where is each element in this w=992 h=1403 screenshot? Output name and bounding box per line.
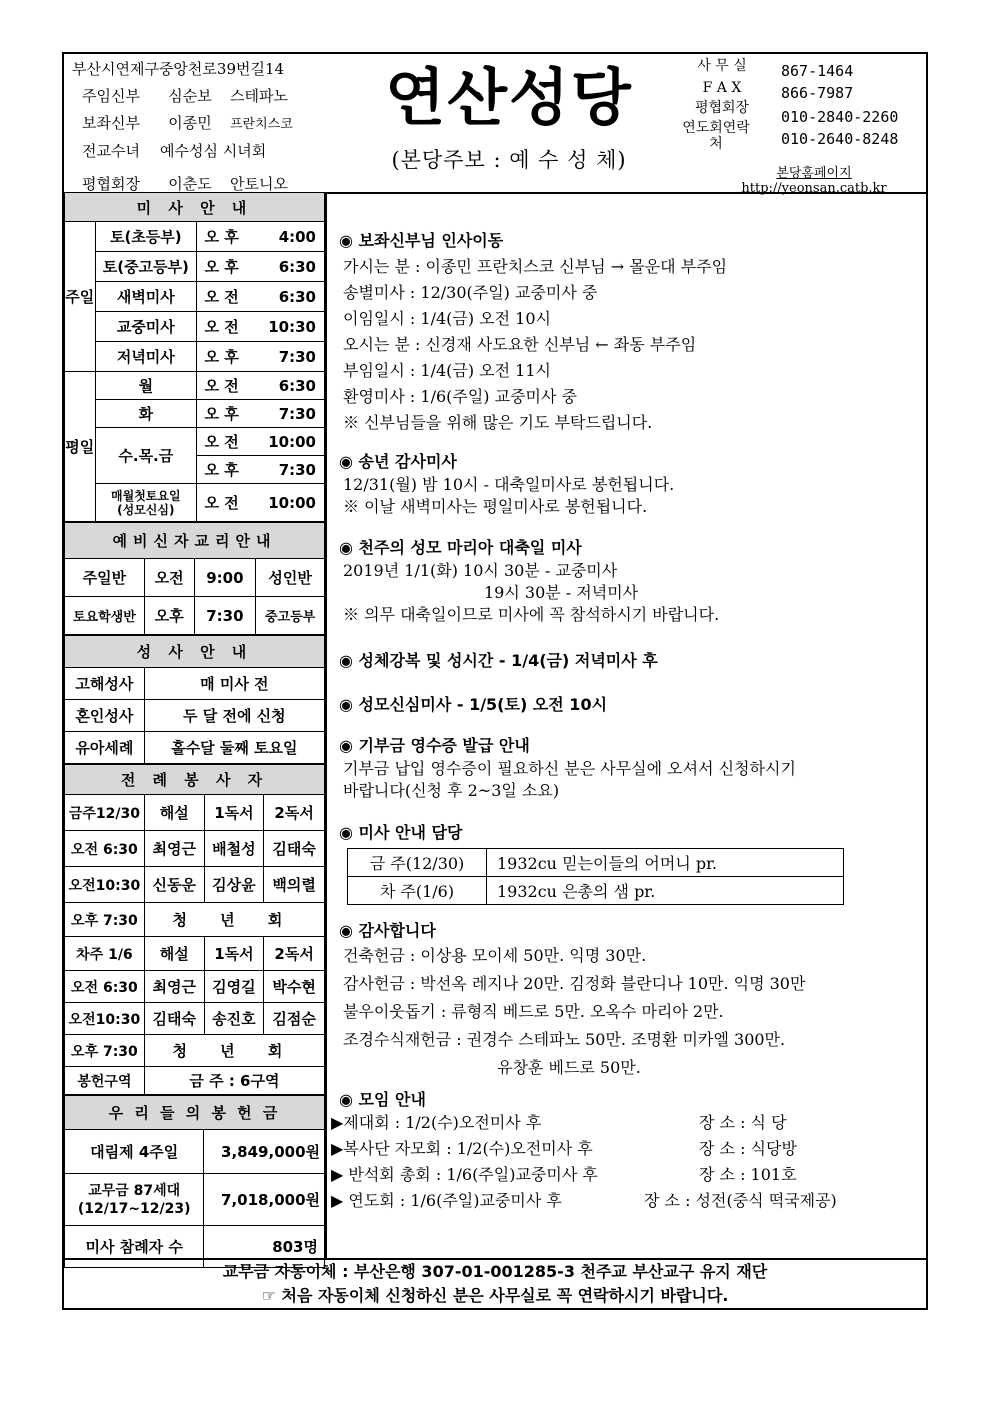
homepage-link[interactable]: http://yeonsan.catb.kr [741, 181, 887, 196]
staff-row: 보좌신부 이종민 프란치스코 [82, 114, 293, 132]
section-title: 전 례 봉 사 자 [65, 765, 325, 795]
parish-address: 부산시연제구중앙천로39번길14 [72, 60, 285, 78]
notice-year-end-mass: ◉ 송년 감사미사 12/31(월) 밤 10시 - 대축일미사로 봉헌됩니다. ※ 이날 새벽미사는 평일미사로 봉헌됩니다. [339, 452, 675, 516]
staff-row: 평협회장 이춘도 안토니오 [82, 175, 288, 193]
section-title: 우 리 들 의 봉 헌 금 [65, 1096, 325, 1130]
bulletin-footer [64, 1258, 926, 1312]
auto-transfer-info: 교무금 자동이체 : 부산은행 307-01-001285-3 천주교 부산교구 유지 재단 [222, 1262, 768, 1281]
meeting-row: ▶복사단 자모회 : 1/2(수)오전미사 후 장 소 : 식당방 [331, 1139, 797, 1158]
mass-guide-duty-table [347, 848, 844, 905]
section-title: 예비신자교리안내 [65, 523, 325, 559]
meeting-row: ▶제대회 : 1/2(수)오전미사 후 장 소 : 식 당 [331, 1113, 787, 1132]
weekday-label: 평일 [65, 372, 96, 522]
notice-donation-receipt: ◉ 기부금 영수증 발급 안내 기부금 납입 영수증이 필요하신 분은 사무실에 오셔서 신청하시기 바랍니다(신청 후 2~3일 소요) [339, 736, 796, 800]
table-row: 차 주(1/6) 1932cu 은총의 샘 pr. [348, 877, 844, 905]
notices-column [327, 192, 926, 1258]
sacraments-table: 성 사 안 내 고해성사 매 미사 전 혼인성사 두 달 전에 신청 유아세례 홀수달 둘째 토요일 [64, 635, 325, 764]
notice-mass-guide-title: ◉ 미사 안내 담당 [339, 823, 463, 842]
notice-meetings: ◉ 모임 안내 ▶제대회 : 1/2(수)오전미사 후 장 소 : 식 당 ▶복사단 자모회 : 1/2(수)오전미사 후 장 소 : 식당방 ▶ 반석회 총회 : 1/6(주일)교중미사 후 장 소 : 101호 ▶ 연도회 : 1/6(주일)교중미사 후 장 소 : 성전(중식 떡국제공) [339, 1090, 919, 1214]
offerings-table: 우 리 들 의 봉 헌 금 대림제 4주일 3,849,000원 교무금 87세대 (12/17~12/23) 7,018,000원 미사 참례자 수 803명 [64, 1095, 325, 1268]
notice-thanks: ◉ 감사합니다 건축헌금 : 이상용 모이세 50만. 익명 30만. 감사헌금 : 박선옥 레지나 20만. 김정화 블란디나 10만. 익명 30만 불우이웃돕기 : 류형직 베드로 5만. 오옥수 마리아 2만. 조경수식재헌금 : 권경수 스테파노 50만. 조명환 미카엘 300만. 유창훈 베드로 50만. [339, 921, 806, 1077]
bulletin-subtitle: (본당주보 : 예 수 성 체) [391, 148, 627, 172]
notice-benediction: ◉ 성체강복 및 성시간 - 1/4(금) 저녁미사 후 [339, 651, 658, 670]
staff-row: 전교수녀 예수성심 시녀회 [82, 142, 267, 160]
notice-priest-transfer: ◉ 보좌신부님 인사이동 가시는 분 : 이종민 프란치스코 신부님 → 몰운대 부주임 송별미사 : 12/30(주일) 교중미사 중 이임일시 : 1/4(금) 오전 10시 오시는 분 : 신경재 사도요한 신부님 ← 좌동 부주임 부임일시 : 1/4(금) 오전 11시 환영미사 : 1/6(주일) 교중미사 중 ※ 신부님들을 위해 많은 기도 부탁드립니다. [339, 231, 728, 432]
table-row: 금 주(12/30) 1932cu 믿는이들의 어머니 pr. [348, 849, 844, 877]
parish-title: 연산성당 [385, 61, 633, 134]
mass-schedule-table: 미 사 안 내 주일 토(초등부) 오 후 4:00 토(중고등부) 오 후 6:30 새벽미사 오 전 6:30 교중미사 오 전 10:30 저녁미사 오 후 7:30 평일 월 오 전 6:30 화 오 후 7:30 수.목.금 오 전 10:00 오 후 7:30 매월첫토요일 (성모신심) 오 전 10:00 [64, 192, 325, 522]
notice-marian-mass: ◉ 성모신심미사 - 1/5(토) 오전 10시 [339, 695, 608, 714]
servers-table: 전 례 봉 사 자 금주12/30 해설 1독서 2독서 오전 6:30 최영근 배철성 김태숙 오전10:30 신동운 김상윤 백의렬 오후 7:30 청 년 회 차주 1/6 해설 1독서 2독서 오전 6:30 최영근 김영길 박수현 오전10:30 김태숙 송진호 김점순 오후 7:30 청 년 회 봉헌구역 금 주 : 6구역 [64, 764, 325, 1095]
catechumen-table: 예비신자교리안내 주일반 오전 9:00 성인반 토요학생반 오후 7:30 중고등부 [64, 522, 325, 635]
bulletin-header: 부산시연제구중앙천로39번길14 주임신부 심순보 스테파노 보좌신부 이종민 프란치스코 전교수녀 예수성심 시녀회 평협회장 이춘도 안토니오 연산성당 (본당주보 : 예 수 성 체) 사 무 실 867-1464 F A X 866-7987 평협회장 010-2840-2260 연도회연락처 010-2640-8248 본당홈페이지 http://yeonsan.catb.kr [64, 54, 926, 194]
left-column [64, 192, 327, 1258]
section-title: 미 사 안 내 [65, 193, 325, 222]
notice-solemnity-mass: ◉ 천주의 성모 마리아 대축일 미사 2019년 1/1(화) 10시 30분 - 교중미사 19시 30분 - 저녁미사 ※ 의무 대축일이므로 미사에 꼭 참석하시기 바랍니다. [339, 538, 720, 624]
sunday-label: 주일 [65, 222, 96, 372]
parish-info [72, 56, 332, 198]
auto-transfer-note: ☞ 처음 자동이체 신청하신 분은 사무실로 꼭 연락하시기 바랍니다. [261, 1286, 729, 1305]
bulletin-frame [62, 52, 928, 1310]
meeting-row: ▶ 연도회 : 1/6(주일)교중미사 후 장 소 : 성전(중식 떡국제공) [331, 1191, 837, 1210]
staff-row: 주임신부 심순보 스테파노 [82, 87, 288, 105]
section-title: 성 사 안 내 [65, 636, 325, 668]
homepage: 본당홈페이지 http://yeonsan.catb.kr [714, 166, 914, 196]
meeting-row: ▶ 반석회 총회 : 1/6(주일)교중미사 후 장 소 : 101호 [331, 1165, 797, 1184]
